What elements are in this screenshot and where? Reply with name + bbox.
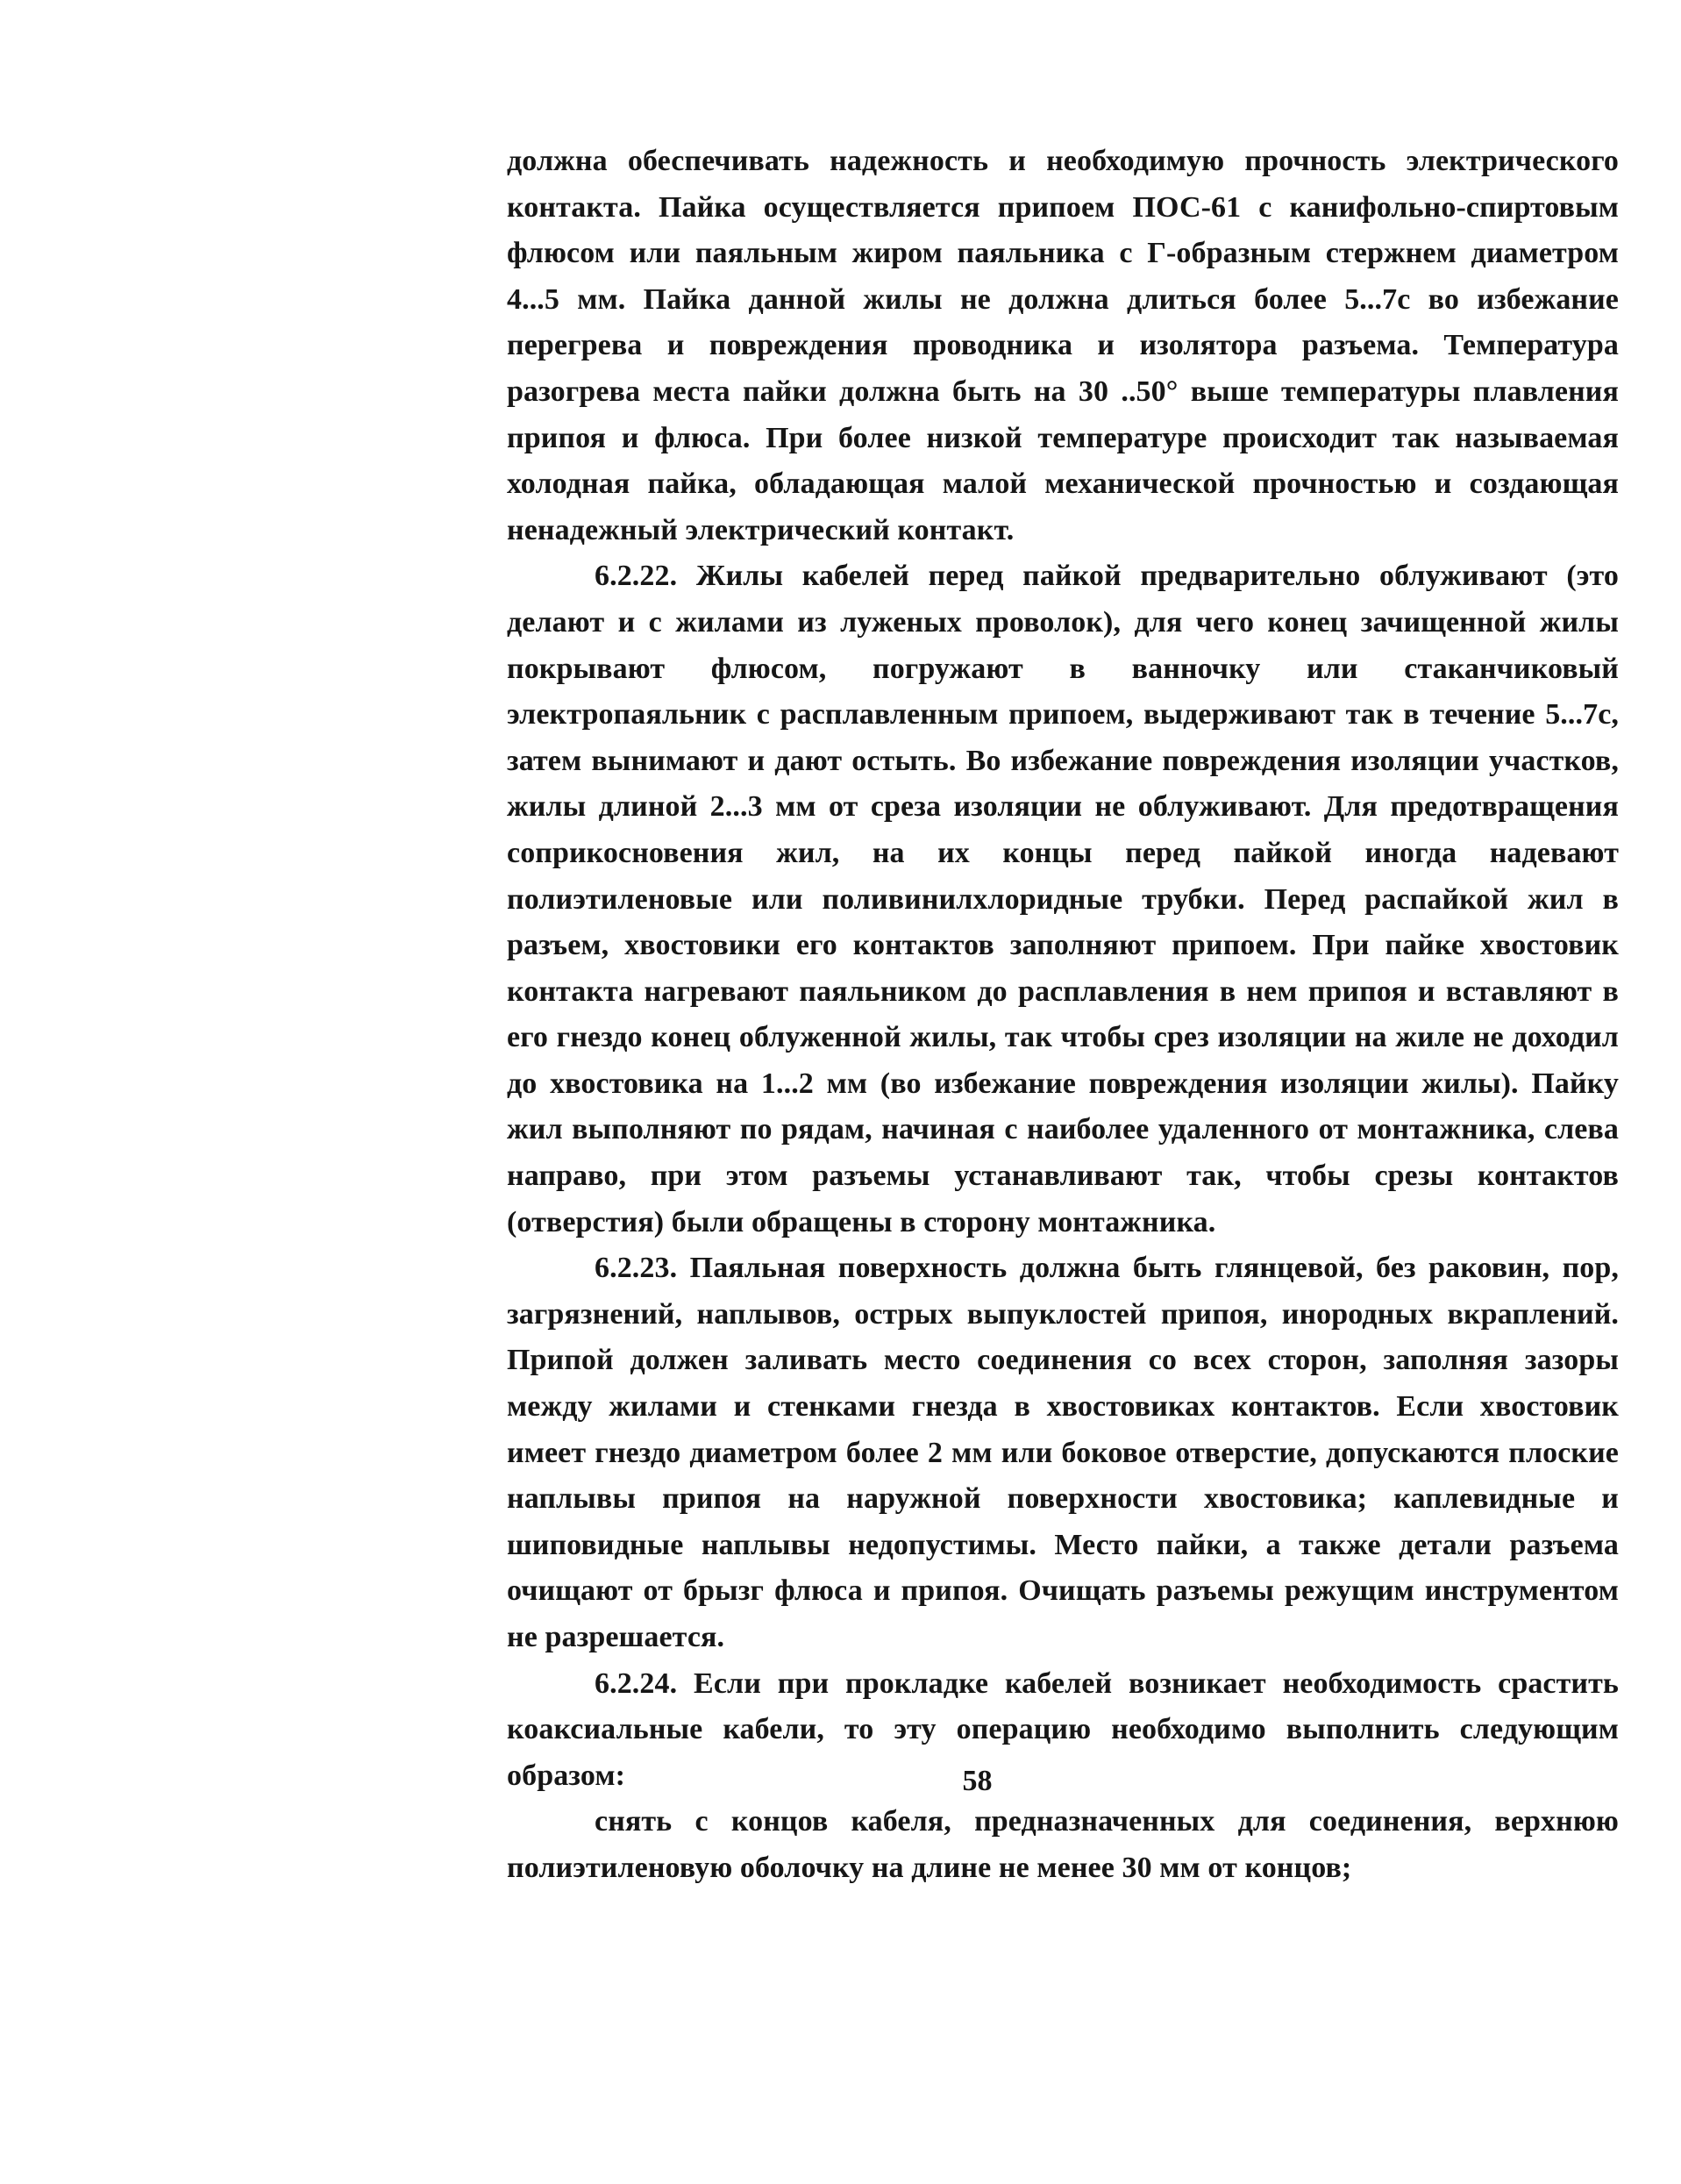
clause-number: 6.2.24. [595, 1667, 678, 1700]
body-text [507, 139, 1619, 1892]
page-number: 58 [962, 1765, 993, 1797]
paragraph-text: снять с концов кабеля, предназначенных для соединения, верхнюю полиэтиленовую оболочку на длине не менее 30 мм от концов; [507, 1805, 1619, 1884]
clause-number: 6.2.23. [595, 1252, 678, 1285]
clause-number: 6.2.22. [595, 560, 678, 593]
paragraph-6-2-23 [507, 1245, 1619, 1660]
paragraph-text: должна обеспечивать надежность и необходимую прочность электрического контакта. Пайка осуществляется припоем ПОС-61 с канифольно-спиртовым флюсом или паяльным жиром паяльника с Г-образным стержнем диаметром 4...5 мм. Пайка данной жилы не должна длиться более 5...7с во избежание перегрева и повреждения проводника и изолятора разъема. Температура разогрева места пайки должна быть на 30 ..50° выше температуры плавления припоя и флюса. При более низкой температуре происходит так называемая холодная пайка, обладающая малой механической прочностью и создающая ненадежный электрический контакт. [507, 145, 1619, 546]
paragraph-list-item [507, 1799, 1619, 1891]
paragraph-6-2-22 [507, 553, 1619, 1245]
paragraph-continuation [507, 139, 1619, 553]
paragraph-text: Если при прокладке кабелей возникает необходимость срастить коаксиальные кабели, то эту операцию необходимо выполнить следующим образом: [507, 1667, 1619, 1792]
paragraph-text: Паяльная поверхность должна быть глянцевой, без раковин, пор, загрязнений, наплывов, острых выпуклостей припоя, инородных вкраплений. Припой должен заливать место соединения со всех сторон, заполняя зазоры между жилами и стенками гнезда в хвостовиках контактов. Если хвостовик имеет гнездо диаметром более 2 мм или боковое отверстие, допускаются плоские наплывы припоя на наружной поверхности хвостовика; каплевидные и шиповидные наплывы недопустимы. Место пайки, а также детали разъема очищают от брызг флюса и припоя. Очищать разъемы режущим инструментом не разрешается. [507, 1252, 1619, 1653]
paragraph-text: Жилы кабелей перед пайкой предварительно облуживают (это делают и с жилами из луженых проволок), для чего конец зачищенной жилы покрывают флюсом, погружают в ванночку или стаканчиковый электропаяльник с расплавленным припоем, выдерживают так в течение 5...7с, затем вынимают и дают остыть. Во избежание повреждения изоляции участков, жилы длиной 2...3 мм от среза изоляции не облуживают. Для предотвращения соприкосновения жил, на их концы перед пайкой иногда надевают полиэтиленовые или поливинилхлоридные трубки. Перед распайкой жил в разъем, хвостовики его контактов заполняют припоем. При пайке хвостовик контакта нагревают паяльником до расплавления в нем припоя и вставляют в его гнездо конец облуженной жилы, так чтобы срез изоляции на жиле не доходил до хвостовика на 1...2 мм (во избежание повреждения изоляции жилы). Пайку жил выполняют по рядам, начиная с наиболее удаленного от монтажника, слева направо, при этом разъемы устанавливают так, чтобы срезы контактов (отверстия) были обращены в сторону монтажника. [507, 560, 1619, 1238]
